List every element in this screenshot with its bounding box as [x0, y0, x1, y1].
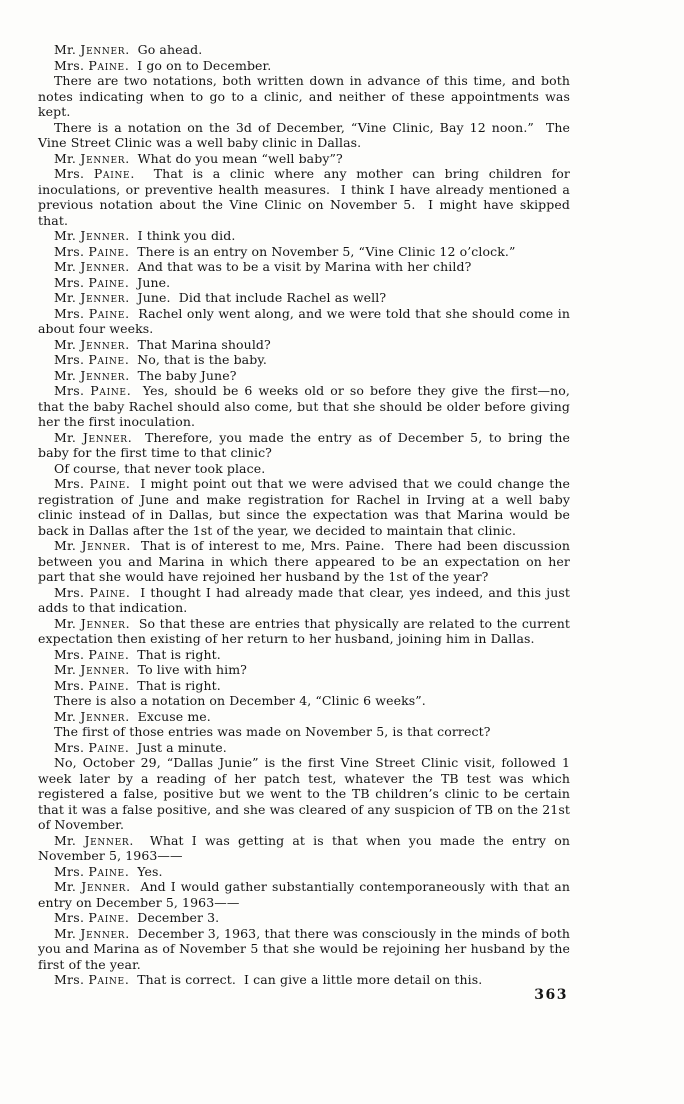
transcript-paragraph: Mrs. Paine. Yes, should be 6 weeks old or so before they give the first—no, that the baby Rachel should also come, but that she should be older before giving her the first inoculation. — [38, 383, 570, 429]
transcript-paragraph: Mr. Jenner. Excuse me. — [54, 708, 211, 724]
speaker-name: Mr. Jenner. — [54, 832, 134, 848]
transcript-paragraph: Mr. Jenner. I think you did. — [54, 228, 236, 243]
transcript-paragraph: Of course, that never took place. — [54, 460, 266, 476]
transcript-paragraph: No, October 29, “Dallas Junie” is the first Vine Street Clinic visit, followed 1 week later by a reading of her patch test, whatever the TB test was which registered a false, positive but we went to the TB children’s clinic to be certain that it was a false positive, and she was cleared of any suspicion of TB on the 21st of November. — [38, 755, 570, 832]
speaker-name: Mrs. Paine. — [54, 972, 130, 987]
transcript-paragraph: There is a notation on the 3d of December, “Vine Clinic, Bay 12 noon.” The Vine Street Clinic was a well baby clinic in Dallas. — [38, 119, 570, 150]
speaker-name: Mr. Jenner. — [54, 879, 131, 894]
transcript-paragraph: There is also a notation on December 4, “Clinic 6 weeks”. — [54, 693, 426, 708]
transcript-paragraph: Mr. Jenner. What do you mean “well baby”? — [54, 150, 343, 166]
speaker-name: Mr. Jenner. — [54, 150, 130, 166]
speaker-name: Mr. Jenner. — [54, 429, 132, 445]
transcript-paragraph: Mrs. Paine. December 3. — [54, 910, 220, 925]
speaker-name: Mr. Jenner. — [54, 228, 130, 243]
transcript-paragraph: Mrs. Paine. Yes. — [54, 863, 163, 879]
speaker-name: Mr. Jenner. — [54, 662, 130, 677]
speaker-name: Mrs. Paine. — [54, 677, 130, 693]
transcript-paragraph: Mr. Jenner. And I would gather substantially contemporaneously with that an entry on December 5, 1963—— — [38, 879, 570, 910]
speaker-name: Mr. Jenner. — [54, 538, 131, 553]
transcript-paragraph: Mr. Jenner. Therefore, you made the entry as of December 5, to bring the baby for the first time to that clinic? — [38, 429, 570, 460]
transcript-paragraph: Mrs. Paine. I thought I had already made that clear, yes indeed, and this just adds to that indication. — [38, 584, 571, 615]
transcript-paragraph: Mr. Jenner. That Marina should? — [54, 336, 271, 352]
transcript-paragraph: Mr. Jenner. June. Did that include Rachel as well? — [54, 290, 387, 305]
transcript-paragraph: Mrs. Paine. Just a minute. — [54, 739, 227, 755]
speaker-name: Mr. Jenner. — [54, 290, 130, 305]
speaker-name: Mr. Jenner. — [54, 615, 130, 631]
speaker-name: Mrs. Paine. — [54, 57, 130, 73]
speaker-name: Mrs. Paine. — [54, 352, 130, 367]
speaker-name: Mrs. Paine. — [54, 383, 131, 398]
speaker-name: Mrs. Paine. — [54, 476, 131, 491]
speaker-name: Mr. Jenner. — [54, 367, 130, 383]
transcript — [38, 42, 570, 1003]
speaker-name: Mr. Jenner. — [54, 336, 130, 352]
speaker-name: Mrs. Paine. — [54, 584, 131, 600]
speaker-name: Mrs. Paine. — [54, 305, 130, 321]
transcript-paragraph: Mrs. Paine. June. — [54, 274, 171, 290]
speaker-name: Mrs. Paine. — [54, 910, 130, 925]
speaker-name: Mrs. Paine. — [54, 274, 130, 290]
speaker-name: Mr. Jenner. — [54, 42, 130, 57]
speaker-name: Mr. Jenner. — [54, 259, 130, 274]
transcript-paragraph: Mrs. Paine. That is right. — [54, 677, 221, 693]
transcript-paragraph: Mrs. Paine. Rachel only went along, and we were told that she should come in about four weeks. — [38, 305, 570, 336]
transcript-paragraph: There are two notations, both written down in advance of this time, and both notes indicating when to go to a clinic, and neither of these appointments was kept. — [38, 73, 570, 119]
transcript-paragraph: Mr. Jenner. The baby June? — [54, 367, 237, 383]
transcript-paragraph: Mrs. Paine. I might point out that we were advised that we could change the registration of June and make registration for Rachel in Irving at a well baby clinic instead of in Dallas, but since the expectation was that Marina would be back in Dallas after the 1st of the year, we decided to maintain that clinic. — [38, 476, 570, 538]
transcript-paragraph: Mrs. Paine. There is an entry on November 5, “Vine Clinic 12 o’clock.” — [54, 243, 516, 259]
transcript-paragraph: Mr. Jenner. So that these are entries that physically are related to the current expectation then existing of her return to her husband, joining him in Dallas. — [38, 615, 570, 646]
transcript-paragraph: Mrs. Paine. That is correct. I can give a little more detail on this. — [54, 972, 483, 987]
transcript-paragraph: Mr. Jenner. To live with him? — [54, 662, 247, 677]
transcript-paragraph: Mr. Jenner. December 3, 1963, that there was consciously in the minds of both you and Marina as of November 5 that she would be rejoining her husband by the first of the year. — [38, 925, 570, 972]
transcript-paragraph: Mr. Jenner. What I was getting at is that when you made the entry on November 5, 1963—— — [38, 832, 570, 863]
transcript-paragraph: Mrs. Paine. That is a clinic where any mother can bring children for inoculations, or preventive health measures. I think I have already mentioned a previous notation about the Vine Clinic on November 5. I might have skipped that. — [38, 166, 570, 228]
speaker-name: Mr. Jenner. — [54, 708, 130, 724]
transcript-paragraph: The first of those entries was made on November 5, is that correct? — [54, 724, 491, 739]
transcript-paragraph: Mrs. Paine. That is right. — [54, 646, 221, 662]
speaker-name: Mrs. Paine. — [54, 646, 130, 662]
transcript-paragraph: Mr. Jenner. And that was to be a visit by Marina with her child? — [54, 259, 472, 274]
speaker-name: Mrs. Paine. — [54, 863, 130, 879]
transcript-paragraph: Mr. Jenner. That is of interest to me, Mrs. Paine. There had been discussion between you and Marina in which there appeared to be an expectation on her part that she would have rejoined her husband by the 1st of the year? — [38, 538, 570, 584]
transcript-paragraph: Mrs. Paine. No, that is the baby. — [54, 352, 267, 367]
page-number: 363 — [534, 986, 568, 1003]
transcript-paragraph: Mr. Jenner. Go ahead. — [54, 42, 203, 57]
speaker-name: Mrs. Paine. — [54, 739, 130, 755]
transcript-paragraph: Mrs. Paine. I go on to December. — [54, 57, 272, 73]
speaker-name: Mrs. Paine. — [54, 243, 130, 259]
speaker-name: Mrs. Paine. — [54, 166, 135, 181]
speaker-name: Mr. Jenner. — [54, 925, 130, 941]
